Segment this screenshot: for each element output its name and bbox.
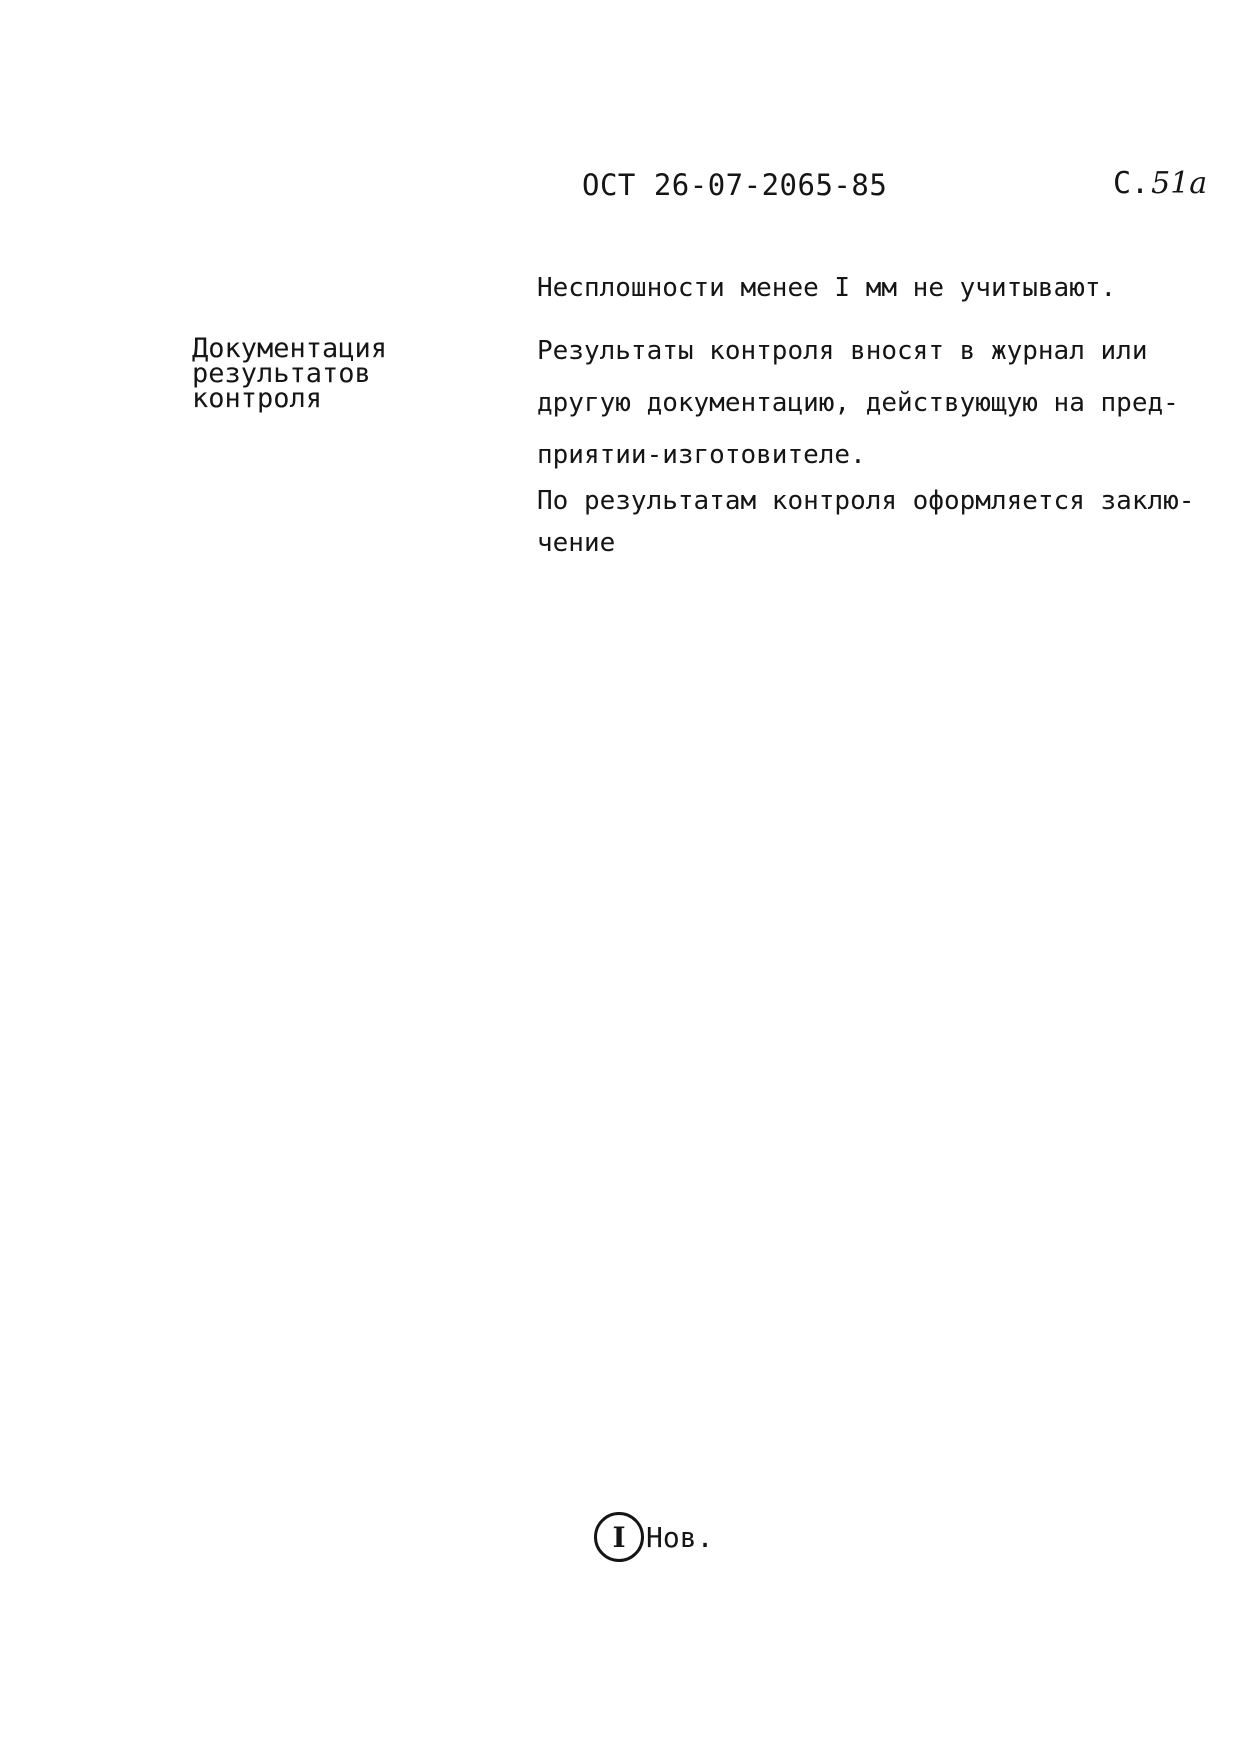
revision-mark — [594, 1512, 713, 1562]
page-number-handwritten: 51а — [1151, 166, 1208, 201]
section-side-label — [192, 333, 388, 414]
body-line: чение — [537, 528, 616, 558]
revision-text: Нов. — [646, 1520, 714, 1554]
body-line: Несплошности менее I мм не учитывают. — [537, 273, 1117, 303]
body-line: приятии-изготовителе. — [537, 440, 866, 470]
body-line: другую документацию, действующую на пред- — [537, 388, 1179, 418]
page-prefix: С. — [1113, 166, 1150, 201]
page-number — [1113, 166, 1207, 201]
body-line: По результатам контроля оформляется заклю- — [537, 486, 1195, 516]
standard-code: ОСТ 26-07-2065-85 — [582, 168, 888, 202]
revision-number-circle: I — [594, 1512, 644, 1562]
body-line: Результаты контроля вносят в журнал или — [537, 336, 1148, 366]
side-label-line: результатов — [192, 358, 371, 389]
side-label-line: Документация — [192, 333, 388, 364]
side-label-line: контроля — [192, 383, 323, 414]
